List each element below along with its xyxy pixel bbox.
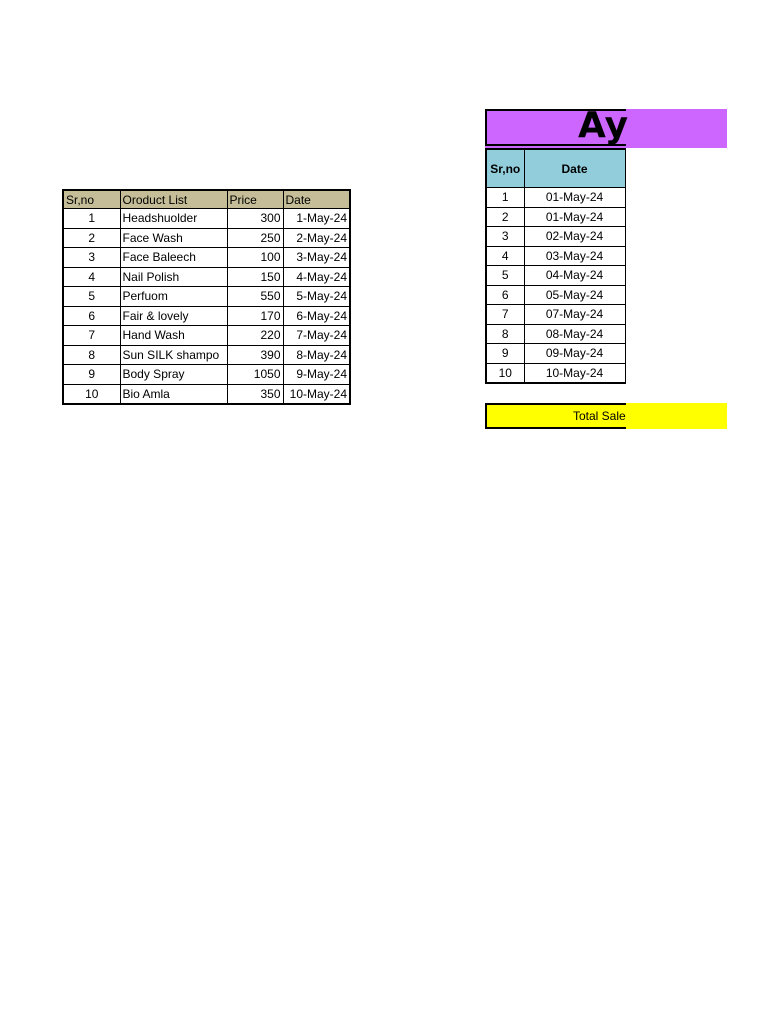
sales-header-row — [486, 149, 625, 188]
table-row — [486, 305, 625, 325]
sales-date-cell[interactable]: 05-May-24 — [524, 285, 625, 305]
product-price-cell[interactable]: 250 — [227, 228, 283, 248]
product-name-cell[interactable]: Face Wash — [120, 228, 227, 248]
sales-sr-cell[interactable]: 5 — [486, 266, 524, 286]
product-name-cell[interactable]: Fair & lovely — [120, 306, 227, 326]
product-date-cell[interactable]: 2-May-24 — [283, 228, 350, 248]
table-row — [63, 228, 350, 248]
sales-date-cell[interactable]: 01-May-24 — [524, 207, 625, 227]
table-row — [486, 344, 625, 364]
table-row — [63, 267, 350, 287]
product-price-cell[interactable]: 350 — [227, 384, 283, 404]
product-price-cell[interactable]: 390 — [227, 345, 283, 365]
header-sr-no[interactable]: Sr,no — [63, 190, 120, 209]
product-sr-cell[interactable]: 9 — [63, 365, 120, 385]
product-date-cell[interactable]: 5-May-24 — [283, 287, 350, 307]
sales-date-cell[interactable]: 08-May-24 — [524, 324, 625, 344]
table-row — [486, 285, 625, 305]
product-name-cell[interactable]: Headshuolder — [120, 209, 227, 229]
product-sr-cell[interactable]: 5 — [63, 287, 120, 307]
product-name-cell[interactable]: Sun SILK shampo — [120, 345, 227, 365]
sales-date-cell[interactable]: 01-May-24 — [524, 188, 625, 208]
sales-title[interactable]: Ay — [578, 109, 629, 146]
product-name-cell[interactable]: Bio Amla — [120, 384, 227, 404]
table-row — [63, 384, 350, 404]
product-sr-cell[interactable]: 8 — [63, 345, 120, 365]
product-date-cell[interactable]: 10-May-24 — [283, 384, 350, 404]
sales-table-wrapper — [485, 148, 626, 384]
table-row — [486, 324, 625, 344]
table-row — [63, 248, 350, 268]
sales-table — [485, 148, 626, 384]
product-sr-cell[interactable]: 10 — [63, 384, 120, 404]
product-header-row — [63, 190, 350, 209]
sales-header-date[interactable]: Date — [524, 149, 625, 188]
sales-sr-cell[interactable]: 1 — [486, 188, 524, 208]
sales-sr-cell[interactable]: 6 — [486, 285, 524, 305]
sales-date-cell[interactable]: 10-May-24 — [524, 363, 625, 383]
sales-sr-cell[interactable]: 4 — [486, 246, 524, 266]
sales-sr-cell[interactable]: 3 — [486, 227, 524, 247]
product-sr-cell[interactable]: 1 — [63, 209, 120, 229]
sales-date-cell[interactable]: 03-May-24 — [524, 246, 625, 266]
product-price-cell[interactable]: 170 — [227, 306, 283, 326]
sales-sr-cell[interactable]: 10 — [486, 363, 524, 383]
sales-date-cell[interactable]: 02-May-24 — [524, 227, 625, 247]
table-row — [63, 326, 350, 346]
product-price-cell[interactable]: 220 — [227, 326, 283, 346]
product-price-cell[interactable]: 300 — [227, 209, 283, 229]
sales-date-cell[interactable]: 04-May-24 — [524, 266, 625, 286]
product-sr-cell[interactable]: 3 — [63, 248, 120, 268]
product-price-cell[interactable]: 100 — [227, 248, 283, 268]
product-name-cell[interactable]: Perfuom — [120, 287, 227, 307]
table-row — [486, 246, 625, 266]
product-table — [62, 189, 351, 405]
product-name-cell[interactable]: Face Baleech — [120, 248, 227, 268]
table-row — [63, 209, 350, 229]
sales-title-banner — [485, 109, 727, 148]
product-name-cell[interactable]: Hand Wash — [120, 326, 227, 346]
header-price[interactable]: Price — [227, 190, 283, 209]
product-name-cell[interactable]: Body Spray — [120, 365, 227, 385]
total-sale-label[interactable]: Total Sale — [573, 409, 626, 423]
table-row — [63, 306, 350, 326]
table-row — [486, 266, 625, 286]
total-sale-bar — [485, 403, 727, 429]
sales-sr-cell[interactable]: 8 — [486, 324, 524, 344]
table-row — [486, 188, 625, 208]
product-date-cell[interactable]: 3-May-24 — [283, 248, 350, 268]
product-sr-cell[interactable]: 2 — [63, 228, 120, 248]
product-price-cell[interactable]: 550 — [227, 287, 283, 307]
table-row — [63, 345, 350, 365]
product-sr-cell[interactable]: 4 — [63, 267, 120, 287]
sales-sr-cell[interactable]: 9 — [486, 344, 524, 364]
sales-table-body — [486, 188, 625, 384]
product-table-body — [63, 209, 350, 405]
sales-sr-cell[interactable]: 2 — [486, 207, 524, 227]
sales-sr-cell[interactable]: 7 — [486, 305, 524, 325]
product-date-cell[interactable]: 9-May-24 — [283, 365, 350, 385]
product-date-cell[interactable]: 1-May-24 — [283, 209, 350, 229]
product-date-cell[interactable]: 7-May-24 — [283, 326, 350, 346]
product-sr-cell[interactable]: 7 — [63, 326, 120, 346]
table-row — [486, 207, 625, 227]
table-row — [486, 363, 625, 383]
table-row — [63, 365, 350, 385]
header-date[interactable]: Date — [283, 190, 350, 209]
product-price-cell[interactable]: 1050 — [227, 365, 283, 385]
sales-header-sr-no[interactable]: Sr,no — [486, 149, 524, 188]
product-name-cell[interactable]: Nail Polish — [120, 267, 227, 287]
table-row — [486, 227, 625, 247]
product-date-cell[interactable]: 4-May-24 — [283, 267, 350, 287]
product-date-cell[interactable]: 8-May-24 — [283, 345, 350, 365]
sales-date-cell[interactable]: 07-May-24 — [524, 305, 625, 325]
product-price-cell[interactable]: 150 — [227, 267, 283, 287]
table-row — [63, 287, 350, 307]
sales-date-cell[interactable]: 09-May-24 — [524, 344, 625, 364]
header-product-list[interactable]: Oroduct List — [120, 190, 227, 209]
product-date-cell[interactable]: 6-May-24 — [283, 306, 350, 326]
product-sr-cell[interactable]: 6 — [63, 306, 120, 326]
